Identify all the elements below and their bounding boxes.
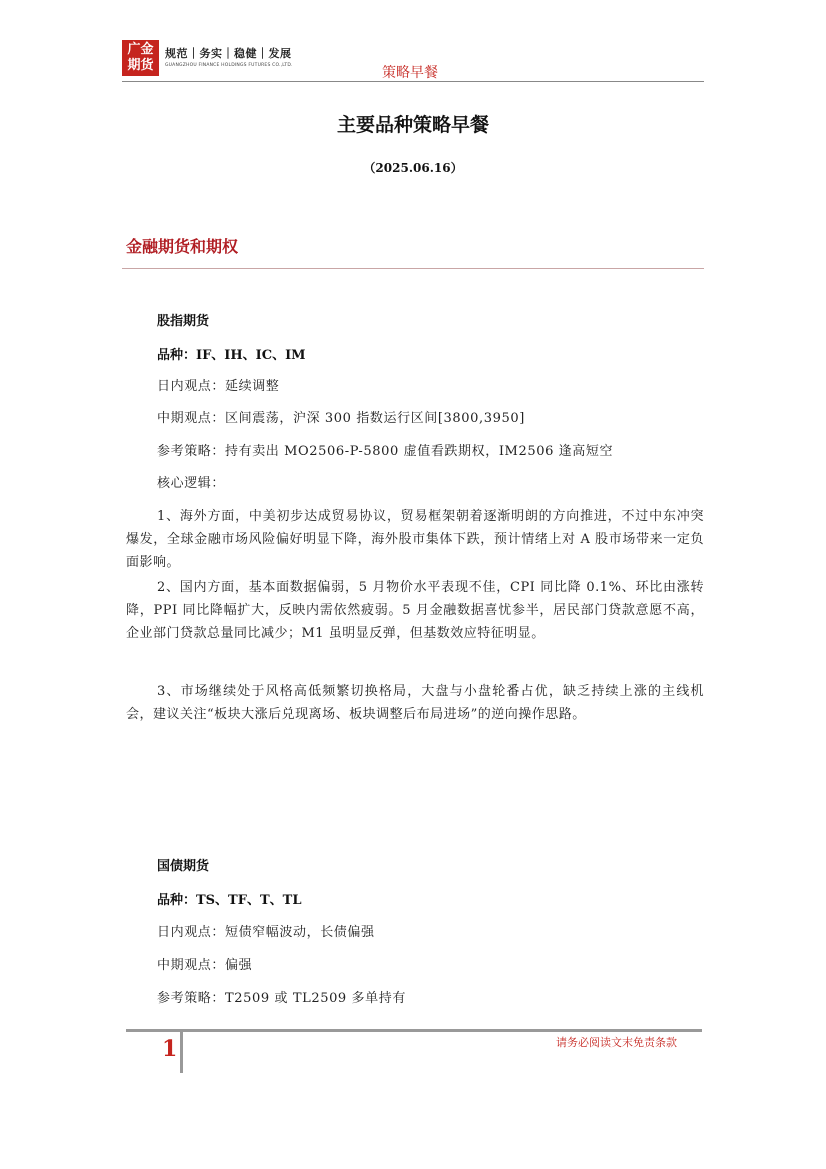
header-divider: [122, 81, 704, 82]
company-slogan: 规范｜务实｜稳健｜发展: [165, 47, 292, 60]
section-divider: [122, 268, 704, 269]
stock-index-heading: 股指期货: [157, 314, 210, 329]
logo-text-line2: 期货: [127, 58, 154, 73]
treasury-heading: 国债期货: [157, 859, 210, 874]
treasury-midterm-view: 中期观点：偏强: [157, 958, 253, 973]
stock-index-intraday-view: 日内观点：延续调整: [157, 379, 280, 394]
stock-index-midterm-view: 中期观点：区间震荡，沪深 300 指数运行区间[3800,3950]: [157, 411, 525, 426]
section-heading: 金融期货和期权: [126, 237, 239, 256]
page-number: 1: [162, 1036, 178, 1062]
report-date: （2025.06.16）: [363, 161, 463, 175]
stock-index-logic-para-1: 1、海外方面，中美初步达成贸易协议，贸易框架朝着逐渐明朗的方向推进，不过中东冲突爆发，全球金融市场风险偏好明显下降，海外股市集体下跌，预计情绪上对 A 股市场带来一定负面影响。: [126, 509, 704, 570]
page-title: 主要品种策略早餐: [336, 114, 489, 136]
treasury-strategy: 参考策略：T2509 或 TL2509 多单持有: [157, 991, 406, 1006]
company-logo: [122, 40, 159, 76]
logo-text-line1: 广金: [127, 42, 154, 57]
treasury-variety: 品种：TS、TF、T、TL: [157, 893, 302, 908]
stock-index-title: [157, 310, 705, 329]
stock-index-variety: 品种：IF、IH、IC、IM: [157, 348, 306, 363]
treasury-title: [157, 855, 705, 874]
stock-index-strategy: 参考策略：持有卖出 MO2506-P-5800 虚值看跌期权，IM2506 逢高短空: [157, 444, 614, 459]
treasury-intraday-view: 日内观点：短债窄幅波动，长债偏强: [157, 925, 375, 940]
stock-index-logic-para-2: 2、国内方面，基本面数据偏弱，5 月物价水平表现不佳，CPI 同比降 0.1%、环比由涨转降，PPI 同比降幅扩大，反映内需依然疲弱。5 月金融数据喜忧参半，居民部门贷款意愿不高，企业部门贷款总量同比减少；M1 虽明显反弹，但基数效应特征明显。: [126, 580, 704, 641]
company-english-name: GUANGZHOU FINANCE HOLDINGS FUTURES CO.,LTD.: [165, 63, 293, 68]
stock-index-logic-para-3: 3、市场继续处于风格高低频繁切换格局，大盘与小盘轮番占优，缺乏持续上涨的主线机会，建议关注“板块大涨后兑现离场、板块调整后布局进场”的逆向操作思路。: [126, 684, 704, 722]
document-type-label: 策略早餐: [382, 65, 438, 81]
stock-index-logic-label: 核心逻辑：: [157, 476, 226, 491]
disclaimer-note: 请务必阅读文末免责条款: [556, 1036, 677, 1049]
footer-divider: [126, 1029, 702, 1032]
footer-vertical-bar: [180, 1029, 183, 1073]
